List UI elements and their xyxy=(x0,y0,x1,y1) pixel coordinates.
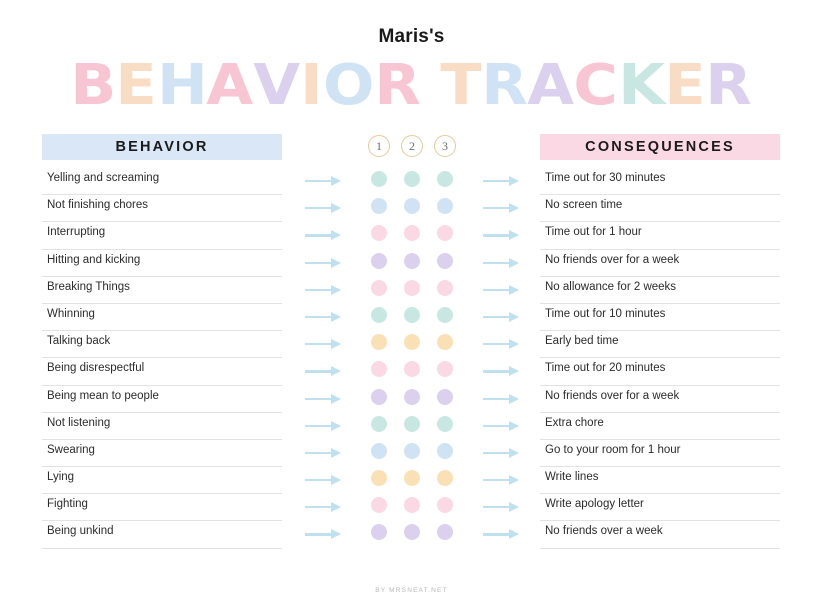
behavior-cell[interactable]: Whinning xyxy=(42,304,282,331)
consequence-cell[interactable]: No friends over for a week xyxy=(540,386,780,413)
strike-dot-3[interactable] xyxy=(437,443,453,459)
behavior-column-header: BEHAVIOR xyxy=(42,134,282,160)
strike-dot-1[interactable] xyxy=(371,334,387,350)
arrow-right-icon xyxy=(483,448,521,458)
strike-dot-group xyxy=(360,497,460,519)
consequence-cell[interactable]: Time out for 30 minutes xyxy=(540,168,780,195)
tracker-rows xyxy=(0,168,823,549)
strike-number-2[interactable]: 2 xyxy=(401,135,423,157)
strike-dot-1[interactable] xyxy=(371,443,387,459)
title-letter: A xyxy=(206,53,255,118)
strike-dot-2[interactable] xyxy=(404,198,420,214)
strike-dot-3[interactable] xyxy=(437,307,453,323)
consequence-cell[interactable]: Write lines xyxy=(540,467,780,494)
strike-dot-1[interactable] xyxy=(371,225,387,241)
arrow-right-icon xyxy=(483,312,521,322)
consequence-cell[interactable]: No allowance for 2 weeks xyxy=(540,277,780,304)
arrow-right-icon xyxy=(483,285,521,295)
strike-dot-group xyxy=(360,253,460,275)
arrow-right-icon xyxy=(483,529,521,539)
tracker-row xyxy=(0,168,823,195)
strike-dot-2[interactable] xyxy=(404,253,420,269)
title-letter: I xyxy=(300,53,324,118)
strike-dot-3[interactable] xyxy=(437,280,453,296)
tracker-row xyxy=(0,386,823,413)
arrow-right-icon xyxy=(305,230,343,240)
strike-dot-3[interactable] xyxy=(437,389,453,405)
consequence-cell[interactable]: No friends over for a week xyxy=(540,250,780,277)
title-letter: C xyxy=(573,53,620,118)
title-letter: O xyxy=(323,53,376,118)
strike-dot-3[interactable] xyxy=(437,334,453,350)
page-title xyxy=(0,53,823,118)
tracker-row xyxy=(0,331,823,358)
behavior-cell[interactable]: Fighting xyxy=(42,494,282,521)
tracker-row xyxy=(0,440,823,467)
tracker-row xyxy=(0,222,823,249)
behavior-cell[interactable]: Lying xyxy=(42,467,282,494)
arrow-right-icon xyxy=(483,475,521,485)
consequence-cell[interactable]: Time out for 20 minutes xyxy=(540,358,780,385)
strike-dot-3[interactable] xyxy=(437,225,453,241)
strike-dot-1[interactable] xyxy=(371,389,387,405)
behavior-cell[interactable]: Breaking Things xyxy=(42,277,282,304)
arrow-right-icon xyxy=(483,176,521,186)
consequence-cell[interactable]: Write apology letter xyxy=(540,494,780,521)
strike-dot-group xyxy=(360,198,460,220)
behavior-cell[interactable]: Being mean to people xyxy=(42,386,282,413)
behavior-cell[interactable]: Being disrespectful xyxy=(42,358,282,385)
arrow-right-icon xyxy=(483,366,521,376)
strike-dot-3[interactable] xyxy=(437,416,453,432)
strike-dot-1[interactable] xyxy=(371,416,387,432)
tracker-row xyxy=(0,195,823,222)
strike-dot-3[interactable] xyxy=(437,470,453,486)
strike-dot-3[interactable] xyxy=(437,253,453,269)
strike-dot-2[interactable] xyxy=(404,307,420,323)
tracker-row xyxy=(0,250,823,277)
strike-dot-1[interactable] xyxy=(371,307,387,323)
arrow-right-icon xyxy=(305,394,343,404)
title-letter: E xyxy=(664,53,707,118)
arrow-right-icon xyxy=(305,475,343,485)
behavior-cell[interactable]: Talking back xyxy=(42,331,282,358)
strike-dot-3[interactable] xyxy=(437,497,453,513)
consequence-cell[interactable]: Go to your room for 1 hour xyxy=(540,440,780,467)
tracker-row xyxy=(0,304,823,331)
behavior-cell[interactable]: Hitting and kicking xyxy=(42,250,282,277)
tracker-row xyxy=(0,521,823,548)
consequence-cell[interactable]: Extra chore xyxy=(540,413,780,440)
title-letter: E xyxy=(115,53,159,118)
title-letter: V xyxy=(253,53,301,118)
strike-dot-1[interactable] xyxy=(371,524,387,540)
strike-dot-2[interactable] xyxy=(404,389,420,405)
arrow-right-icon xyxy=(483,502,521,512)
arrow-right-icon xyxy=(305,366,343,376)
consequence-cell[interactable]: No screen time xyxy=(540,195,780,222)
consequence-cell[interactable]: Time out for 10 minutes xyxy=(540,304,780,331)
tracker-row xyxy=(0,413,823,440)
behavior-cell[interactable]: Being unkind xyxy=(42,521,282,548)
strike-dot-2[interactable] xyxy=(404,470,420,486)
tracker-row xyxy=(0,277,823,304)
arrow-right-icon xyxy=(483,421,521,431)
strike-dot-1[interactable] xyxy=(371,171,387,187)
title-letter: A xyxy=(527,53,576,118)
consequences-column-header: CONSEQUENCES xyxy=(540,134,780,160)
strike-dot-group xyxy=(360,334,460,356)
strike-dot-2[interactable] xyxy=(404,497,420,513)
arrow-right-icon xyxy=(305,421,343,431)
arrow-right-icon xyxy=(305,448,343,458)
arrow-right-icon xyxy=(483,230,521,240)
arrow-right-icon xyxy=(305,502,343,512)
title-letter: R xyxy=(373,53,422,118)
strike-dot-3[interactable] xyxy=(437,361,453,377)
owner-name: Maris's xyxy=(378,26,445,47)
strike-dot-1[interactable] xyxy=(371,253,387,269)
behavior-cell[interactable]: Yelling and screaming xyxy=(42,168,282,195)
strike-dot-group xyxy=(360,416,460,438)
consequence-cell[interactable]: Early bed time xyxy=(540,331,780,358)
strike-dot-2[interactable] xyxy=(404,416,420,432)
strike-dot-2[interactable] xyxy=(404,524,420,540)
strike-dot-1[interactable] xyxy=(371,280,387,296)
strike-number-1[interactable]: 1 xyxy=(368,135,390,157)
strike-number-3[interactable]: 3 xyxy=(434,135,456,157)
behavior-cell[interactable]: Not listening xyxy=(42,413,282,440)
arrow-right-icon xyxy=(305,258,343,268)
behavior-cell[interactable]: Swearing xyxy=(42,440,282,467)
title-letter: K xyxy=(617,53,666,118)
strike-dot-group xyxy=(360,443,460,465)
arrow-right-icon xyxy=(305,529,343,539)
behavior-cell[interactable]: Interrupting xyxy=(42,222,282,249)
consequence-cell[interactable]: Time out for 1 hour xyxy=(540,222,780,249)
title-letter: H xyxy=(156,53,209,118)
footer-credit: BY MRSNEAT.NET xyxy=(375,587,448,594)
strike-dot-group xyxy=(360,361,460,383)
strike-dot-group xyxy=(360,389,460,411)
strike-dot-3[interactable] xyxy=(437,171,453,187)
behavior-tracker-page xyxy=(0,26,823,608)
strike-dot-2[interactable] xyxy=(404,280,420,296)
strike-dot-2[interactable] xyxy=(404,443,420,459)
arrow-right-icon xyxy=(305,339,343,349)
arrow-right-icon xyxy=(483,203,521,213)
title-letter: B xyxy=(69,53,118,118)
strike-dot-group xyxy=(360,225,460,247)
title-letter: R xyxy=(481,53,529,118)
strike-dot-2[interactable] xyxy=(404,334,420,350)
title-space xyxy=(420,58,442,114)
title-letter: R xyxy=(705,53,754,118)
tracker-row xyxy=(0,358,823,385)
arrow-right-icon xyxy=(483,339,521,349)
strike-dot-1[interactable] xyxy=(371,470,387,486)
strike-dot-3[interactable] xyxy=(437,198,453,214)
arrow-right-icon xyxy=(305,285,343,295)
title-letter: T xyxy=(440,53,483,118)
strike-dot-group xyxy=(360,307,460,329)
arrow-right-icon xyxy=(305,312,343,322)
strike-dot-2[interactable] xyxy=(404,225,420,241)
strike-dot-1[interactable] xyxy=(371,361,387,377)
consequence-cell[interactable]: No friends over a week xyxy=(540,521,780,548)
strike-dot-group xyxy=(360,470,460,492)
strike-dot-2[interactable] xyxy=(404,361,420,377)
strike-number-group xyxy=(360,134,460,160)
arrow-right-icon xyxy=(305,203,343,213)
strike-dot-1[interactable] xyxy=(371,198,387,214)
arrow-right-icon xyxy=(483,258,521,268)
arrow-right-icon xyxy=(483,394,521,404)
tracker-row xyxy=(0,467,823,494)
arrow-right-icon xyxy=(305,176,343,186)
strike-dot-group xyxy=(360,280,460,302)
tracker-row xyxy=(0,494,823,521)
strike-dot-1[interactable] xyxy=(371,497,387,513)
strike-dot-group xyxy=(360,171,460,193)
strike-dot-group xyxy=(360,524,460,546)
behavior-cell[interactable]: Not finishing chores xyxy=(42,195,282,222)
strike-dot-2[interactable] xyxy=(404,171,420,187)
column-headers xyxy=(0,134,823,160)
strike-dot-3[interactable] xyxy=(437,524,453,540)
